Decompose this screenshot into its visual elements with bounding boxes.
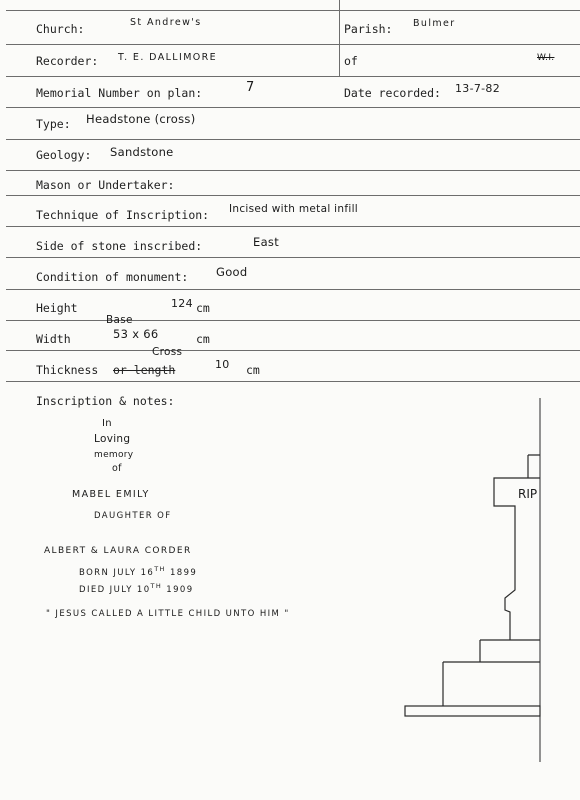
inscription-line: In: [102, 418, 112, 429]
mason-label: Mason or Undertaker:: [36, 178, 175, 192]
technique-value: Incised with metal infill: [229, 203, 359, 215]
geology-value: Sandstone: [110, 145, 174, 159]
geology-label: Geology:: [36, 148, 92, 162]
memorial-number-value: 7: [246, 80, 255, 95]
recorder-value: T. E. DALLIMORE: [118, 52, 218, 63]
thickness-note: Cross: [152, 346, 183, 358]
inscription-label: Inscription & notes:: [36, 394, 175, 408]
inscription-line: DAUGHTER OF: [94, 511, 172, 521]
inscription-line: Loving: [94, 433, 131, 445]
side-inscribed-label: Side of stone inscribed:: [36, 239, 203, 253]
side-inscribed-value: East: [253, 235, 280, 249]
height-unit: cm: [196, 301, 210, 315]
parish-value: Bulmer: [413, 18, 456, 29]
height-label: Height: [36, 301, 78, 315]
width-value: 53 x 66: [113, 327, 159, 341]
width-unit: cm: [196, 332, 210, 346]
church-value: St Andrew's: [130, 17, 202, 28]
cross-inscription: RIP: [518, 487, 538, 501]
type-value: Headstone (cross): [86, 112, 196, 126]
thickness-value: 10: [215, 358, 230, 371]
condition-value: Good: [216, 265, 248, 279]
of-value: W.I.: [537, 53, 555, 63]
inscription-line: BORN JULY 16TH 1899: [79, 565, 198, 578]
thickness-label: Thickness: [36, 363, 99, 377]
thickness-unit: cm: [246, 363, 260, 377]
date-recorded-value: 13-7-82: [455, 82, 501, 95]
inscription-line: MABEL EMILY: [72, 489, 150, 500]
date-recorded-label: Date recorded:: [344, 86, 441, 100]
inscription-line: ALBERT & LAURA CORDER: [44, 546, 192, 556]
width-note: Base: [106, 314, 133, 326]
parish-label: Parish:: [344, 22, 393, 36]
thickness-struck-text: or length: [113, 363, 176, 377]
inscription-line: " JESUS CALLED A LITTLE CHILD UNTO HIM ": [46, 609, 290, 619]
headstone-outline: [405, 398, 540, 762]
memorial-number-label: Memorial Number on plan:: [36, 86, 203, 100]
inscription-line: memory: [94, 450, 134, 460]
church-label: Church:: [36, 22, 85, 36]
recorder-label: Recorder:: [36, 54, 99, 68]
height-value: 124: [171, 297, 193, 310]
type-label: Type:: [36, 117, 71, 131]
technique-label: Technique of Inscription:: [36, 208, 210, 222]
inscription-line: DIED JULY 10TH 1909: [79, 582, 194, 595]
condition-label: Condition of monument:: [36, 270, 189, 284]
of-label: of: [344, 54, 358, 68]
width-label: Width: [36, 332, 71, 346]
inscription-line: of: [112, 463, 122, 474]
